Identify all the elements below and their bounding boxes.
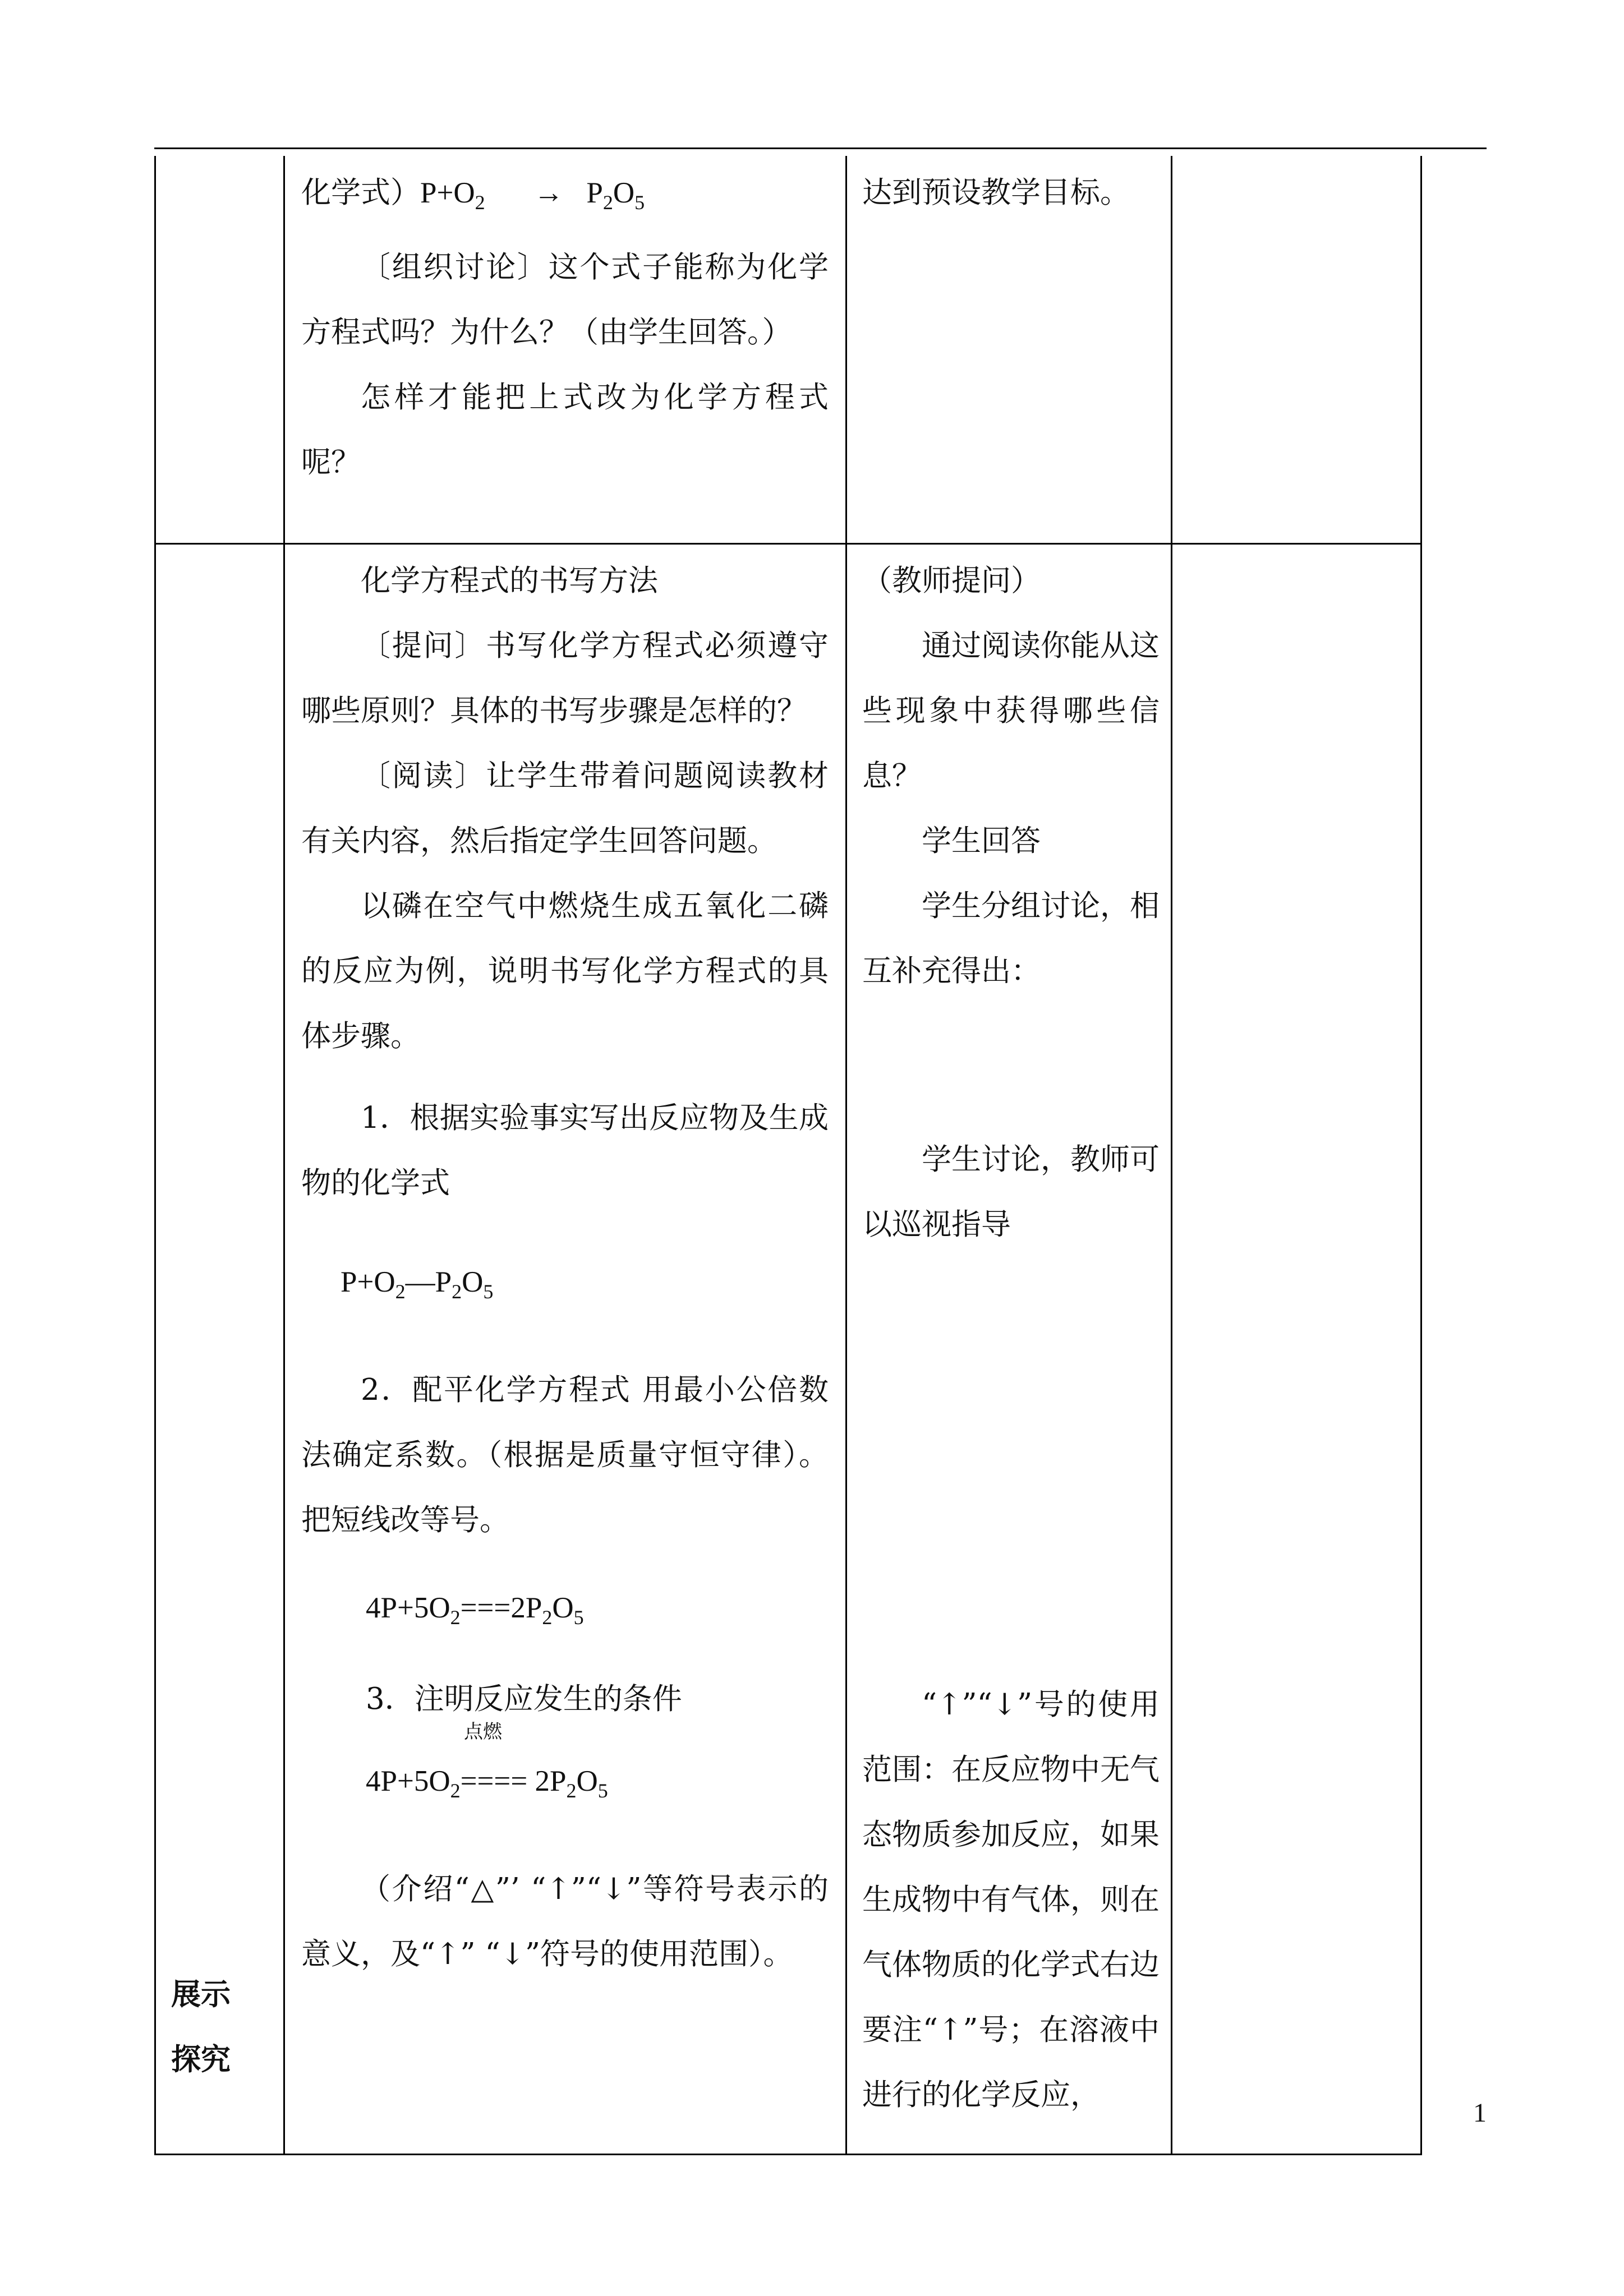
column-divider-1	[283, 156, 285, 2155]
goal-text: 达到预设教学目标。	[862, 176, 1130, 210]
row2-right-cell	[862, 548, 1160, 2128]
example-paragraph: 以磷在空气中燃烧生成五氧化二磷的反应为例，说明书写化学方程式的具体步骤。	[301, 889, 829, 1053]
teacher-guidance: 学生讨论，教师可以巡视指导	[862, 1142, 1160, 1242]
reading-instruction: 〔阅读〕让学生带着问题阅读教材有关内容，然后指定学生回答问题。	[301, 759, 829, 858]
method-title: 化学方程式的书写方法	[361, 564, 658, 598]
discussion-paragraph: 〔组织讨论〕这个式子能称为化学方程式吗？为什么？（由学生回答。）	[301, 250, 829, 349]
equation-step-3: $4P+5O_2==== 2P_2O_5$	[366, 1765, 608, 1802]
column-divider-2	[845, 156, 847, 2155]
row1-middle-cell	[301, 160, 829, 495]
equation-step-1: $P+O_2—P_2O_5$	[341, 1266, 494, 1303]
header-rule	[154, 147, 1487, 149]
equation-step-2: $4P+5O_2===2P_2O_5$	[366, 1592, 584, 1629]
student-answer: 学生回答	[922, 824, 1041, 858]
reading-question: 通过阅读你能从这些现象中获得哪些信息？	[862, 629, 1160, 793]
row2-middle-cell	[301, 548, 829, 1987]
step-3: 3．注明反应发生的条件	[366, 1682, 682, 1716]
arrow-icon: →	[533, 177, 564, 209]
lesson-table	[154, 156, 1422, 2155]
symbol-note: （介绍“△”’ “↑”“↓”等符号表示的意义，及“↑” “↓”符号的使用范围）。	[301, 1872, 829, 1971]
section-label: 展示 探究	[171, 1977, 231, 2077]
row-divider	[154, 543, 1422, 545]
teacher-question-label: （教师提问）	[862, 564, 1041, 598]
question-paragraph: 怎样才能把上式改为化学方程式呢？	[301, 380, 829, 480]
condition-label: 点燃	[464, 1721, 502, 1743]
row1-equation-line	[301, 160, 829, 235]
step-1: 1．根据实验事实写出反应物及生成物的化学式	[301, 1101, 829, 1200]
table-border-bottom	[154, 2154, 1422, 2155]
question-prompt: 〔提问〕书写化学方程式必须遵守哪些原则？具体的书写步骤是怎样的？	[301, 629, 829, 728]
table-border-left	[154, 156, 156, 2155]
arrow-symbol-usage: “↑”“↓”号的使用范围：在反应物中无气态物质参加反应，如果生成物中有气体，则在气体物质的化学式右边要注“↑”号；在溶液中进行的化学反应，	[862, 1688, 1160, 2112]
row1-right-cell	[862, 160, 1160, 225]
group-discussion: 学生分组讨论，相互补充得出：	[862, 889, 1160, 988]
equation-reactants: $P+O_2$	[420, 177, 485, 214]
equation-prefix: 化学式）	[301, 176, 420, 210]
equation-products: $P_2O_5$	[586, 177, 645, 214]
column-divider-3	[1171, 156, 1172, 2155]
step-2: 2．配平化学方程式 用最小公倍数法确定系数。（根据是质量守恒守律）。把短线改等号。	[301, 1373, 829, 1537]
page-number: 1	[1473, 2098, 1487, 2128]
table-border-right	[1420, 156, 1422, 2155]
